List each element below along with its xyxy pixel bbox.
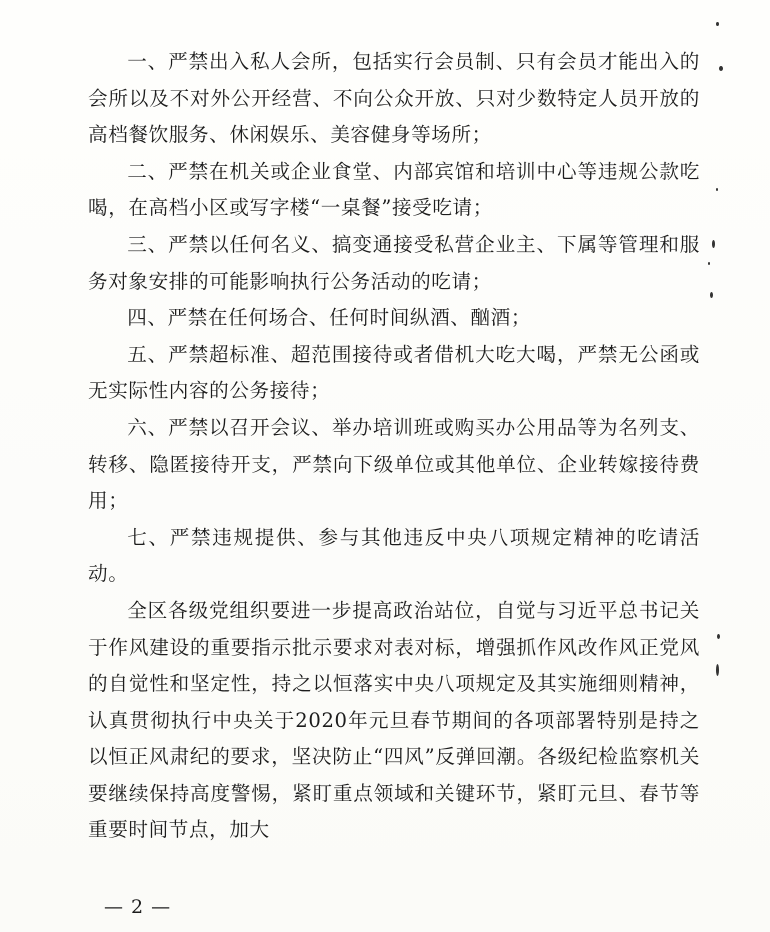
paragraph-3: 三、严禁以任何名义、搞变通接受私营企业主、下属等管理和服务对象安排的可能影响执行公务活动的吃请； [88, 232, 700, 293]
paragraph-4: 四、严禁在任何场合、任何时间纵酒、酗酒； [127, 306, 532, 330]
paragraph-2: 二、严禁在机关或企业食堂、内部宾馆和培训中心等违规公款吃喝，在高档小区或写字楼“一桌餐”接受吃请； [88, 159, 700, 220]
scan-speck [716, 22, 719, 26]
scan-speck [716, 188, 718, 191]
document-body [88, 44, 700, 849]
scan-speck [719, 66, 723, 71]
scan-speck [717, 634, 720, 639]
scan-speck [712, 240, 715, 248]
paragraph-1: 一、严禁出入私人会所，包括实行会员制、只有会员才能出入的会所以及不对外公开经营、不向公众开放、只对少数特定人员开放的高档餐饮服务、休闲娱乐、美容健身等场所； [88, 50, 700, 147]
paragraph-6: 六、严禁以召开会议、举办培训班或购买办公用品等为名列支、转移、隐匿接待开支，严禁向下级单位或其他单位、企业转嫁接待费用； [88, 415, 700, 513]
paragraph-8: 全区各级党组织要进一步提高政治站位，自觉与习近平总书记关于作风建设的重要指示批示要求对表对标，增强抓作风改作风正党风的自觉性和坚定性，持之以恒落实中央八项规定及其实施细则精神，认真贯彻执行中央关于2020年元旦春节期间的各项部署特别是持之以恒正风肃纪的要求，坚决防止“四风”反弹回潮。各级纪检监察机关要继续保持高度警惕，紧盯重点领域和关键环节，紧盯元旦、春节等重要时间节点，加大 [88, 598, 700, 842]
scan-speck [708, 262, 710, 265]
paragraph-5: 五、严禁超标准、超范围接待或者借机大吃大喝，严禁无公函或无实际性内容的公务接待； [88, 342, 700, 403]
scan-speck [710, 292, 713, 298]
scan-speck [716, 664, 719, 676]
page-number: — 2 — [104, 896, 172, 918]
paragraph-7: 七、严禁违规提供、参与其他违反中央八项规定精神的吃请活动。 [88, 525, 700, 586]
